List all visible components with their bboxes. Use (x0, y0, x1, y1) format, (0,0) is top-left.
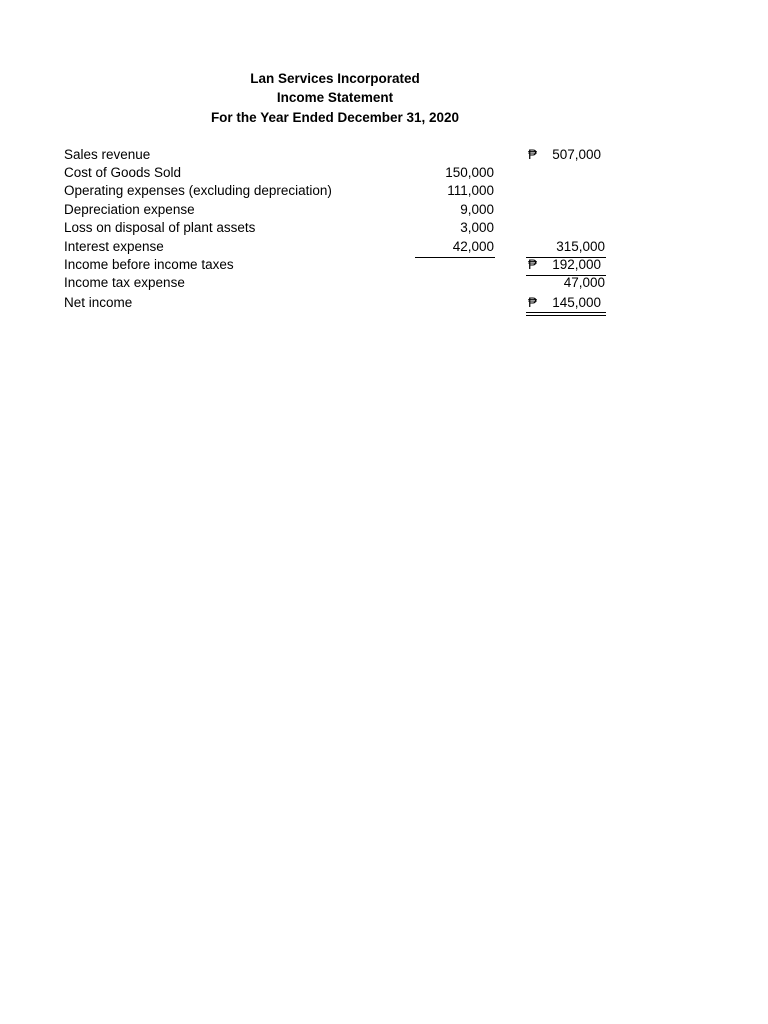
amount-col2 (526, 146, 606, 164)
peso-sign: ₱ (528, 295, 538, 310)
amount-col1: 150,000 (445, 165, 494, 180)
row-interest-expense (0, 238, 768, 256)
amount-col2 (526, 219, 606, 237)
net-income-double-underline-bottom (526, 315, 606, 316)
peso-sign: ₱ (528, 147, 538, 162)
amount-value: 315,000 (556, 239, 605, 254)
amount-value: 47,000 (563, 275, 605, 290)
row-loss-on-disposal (0, 219, 768, 237)
row-operating-expenses (0, 182, 768, 200)
row-label: Cost of Goods Sold (64, 165, 182, 180)
row-label: Operating expenses (excluding depreciation) (64, 183, 332, 198)
company-name: Lan Services Incorporated (250, 71, 420, 86)
amount-col1: 42,000 (452, 239, 494, 254)
amount-col2 (526, 274, 606, 292)
amount-value: 192,000 (552, 257, 601, 272)
row-income-tax-expense (0, 274, 768, 292)
row-label: Depreciation expense (64, 202, 195, 217)
net-income-double-underline-top (526, 312, 606, 313)
amount-col2 (526, 256, 606, 274)
tax-underline-col2 (526, 275, 606, 276)
row-sales-revenue (0, 146, 768, 164)
peso-sign: ₱ (528, 257, 538, 272)
row-label: Income tax expense (64, 275, 185, 290)
amount-col1: 9,000 (460, 202, 494, 217)
row-income-before-taxes (0, 256, 768, 274)
amount-value: 145,000 (552, 295, 601, 310)
row-label: Sales revenue (64, 147, 151, 162)
amount-col1: 3,000 (460, 220, 494, 235)
row-depreciation-expense (0, 201, 768, 219)
amount-col2 (526, 238, 606, 256)
row-label: Income before income taxes (64, 257, 234, 272)
statement-title: Income Statement (276, 90, 394, 105)
amount-col2 (526, 294, 606, 312)
amount-value: 507,000 (552, 147, 601, 162)
row-label: Net income (64, 295, 133, 310)
amount-col1: 111,000 (447, 183, 494, 198)
row-label: Interest expense (64, 239, 164, 254)
amount-col2 (526, 164, 606, 182)
row-net-income (0, 294, 768, 312)
row-label: Loss on disposal of plant assets (64, 220, 256, 235)
row-cost-of-goods-sold (0, 164, 768, 182)
statement-period: For the Year Ended December 31, 2020 (210, 110, 460, 125)
amount-col2 (526, 182, 606, 200)
amount-col2 (526, 201, 606, 219)
